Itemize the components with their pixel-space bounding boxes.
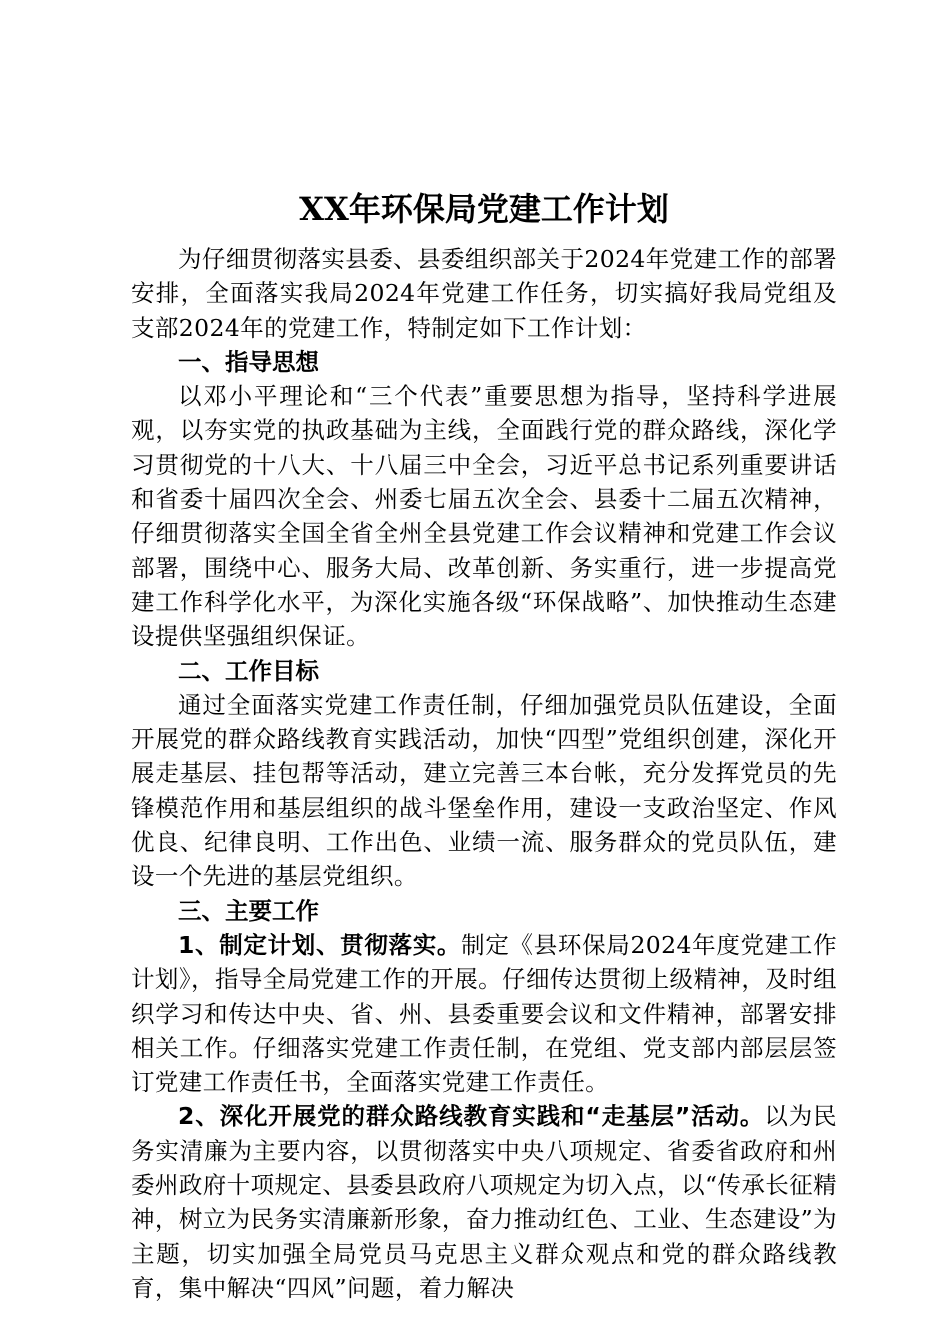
main-work-item-1-text: 制定《县环保局2024年度党建工作计划》，指导全局党建工作的开展。仔细传达贯彻上级精神，及时组织学习和传达中央、省、州、县委重要会议和文件精神，部署安排相关工作。仔细落实党建工作责任制，在党组、党支部内部层层签订党建工作责任书，全面落实党建工作责任。 [131, 930, 837, 1097]
section-body-work-goals: 通过全面落实党建工作责任制，仔细加强党员队伍建设，全面开展党的群众路线教育实践活动，加快“四型”党组织创建，深化开展走基层、挂包帮等活动，建立完善三本台帐，充分发挥党员的先锋模范作用和基层组织的战斗堡垒作用，建设一支政治坚定、作风优良、纪律良明、工作出色、业绩一流、服务群众的党员队伍，建设一个先进的基层党组织。 [131, 690, 837, 891]
document-page [131, 186, 837, 1305]
main-work-item-2-lead: 2、深化开展党的群众路线教育实践和“走基层”活动。 [178, 1102, 765, 1131]
section-body-guiding-ideology: 以邓小平理论和“三个代表”重要思想为指导，坚持科学进展观，以夯实党的执政基础为主线，全面践行党的群众路线，深化学习贯彻党的十八大、十八届三中全会，习近平总书记系列重要讲话和省委十届四次全会、州委七届五次全会、县委十二届五次精神，仔细贯彻落实全国全省全州全县党建工作会议精神和党建工作会议部署，围绕中心、服务大局、改革创新、务实重行，进一步提高党建工作科学化水平，为深化实施各级“环保战略”、加快推动生态建设提供坚强组织保证。 [131, 382, 837, 651]
section-heading-main-work: 三、主要工作 [178, 896, 319, 925]
main-work-item-1 [131, 928, 837, 1099]
main-work-item-1-lead: 1、制定计划、贯彻落实。 [178, 930, 462, 959]
intro-paragraph: 为仔细贯彻落实县委、县委组织部关于2024年党建工作的部署安排，全面落实我局2024年党建工作任务，切实搞好我局党组及支部2024年的党建工作，特制定如下工作计划： [131, 245, 837, 342]
document-title: XX年环保局党建工作计划 [299, 190, 669, 228]
section-heading-work-goals: 二、工作目标 [178, 656, 319, 685]
main-work-item-2-text: 以为民务实清廉为主要内容，以贯彻落实中央八项规定、省委省政府和州委州政府十项规定、县委县政府八项规定为切入点，以“传承长征精神，树立为民务实清廉新形象，奋力推动红色、工业、生态建设”为主题，切实加强全局党员马克思主义群众观点和党的群众路线教育，集中解决“四风”问题，着力解决 [131, 1102, 837, 1302]
main-work-item-2 [131, 1099, 837, 1305]
section-heading-guiding-ideology: 一、指导思想 [178, 347, 319, 376]
